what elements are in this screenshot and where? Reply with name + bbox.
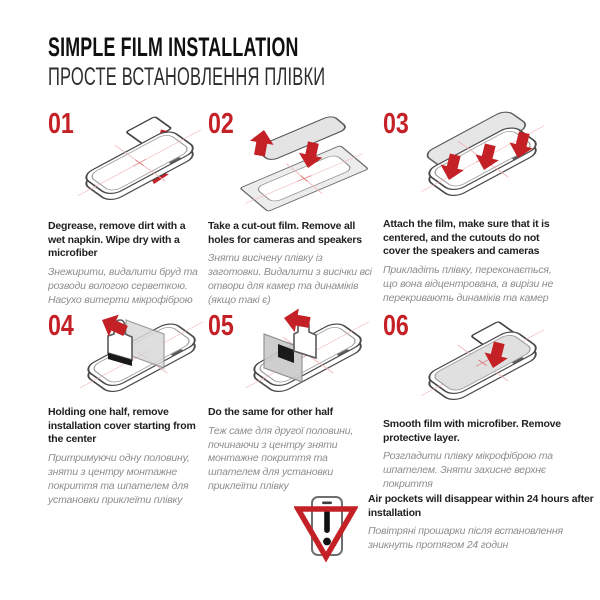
page-title-en: SIMPLE FILM INSTALLATION [48, 32, 299, 62]
cutout-film-from-sheet-illustration [234, 108, 383, 212]
step-number: 06 [383, 310, 409, 342]
step-text-uk: Теж саме для другої половини, починаючи з центру зняти монтажне покриття та шпателем для установки приклеїти плівку [208, 424, 354, 493]
step-text-en: Degrease, remove dirt with a wet napkin. Wipe dry with a microfiber [48, 220, 186, 260]
step-text-uk: Зняти висічену плівку із заготовки. Видалити з висічки всі отвори для камер та динаміків (якщо такі є) [208, 252, 372, 306]
step-number: 05 [208, 310, 234, 342]
step-text-uk: Притримуючи одну половину, зняти з центру монтажне покриття та шпателем для установки приклеїти плівку [48, 451, 190, 506]
step-text-en: Do the same for other half [208, 406, 333, 418]
step-number: 01 [48, 108, 74, 140]
step-cell-05 [208, 310, 383, 507]
warning-text-uk: Повітряні прошарки після встановлення зникнуть протягом 24 годин [368, 525, 563, 552]
step-cell-02 [208, 108, 383, 310]
step-text-uk: Прикладіть плівку, переконається, що вона відцентрована, а вирізи не перекривають динаміків та камер [383, 263, 554, 304]
step-text-uk: Знежирити, видалити бруд та розводи вологою серветкою. Насухо витерти мікрофіброю [48, 265, 198, 306]
step-text-en: Holding one half, remove installation cover starting from the center [48, 406, 196, 446]
page-title [48, 34, 468, 90]
step-number: 04 [48, 310, 74, 342]
warning-note [294, 493, 596, 565]
step-cell-03 [383, 108, 567, 310]
warning-phone-triangle-icon [294, 493, 358, 565]
attach-film-to-phone-illustration [409, 108, 567, 210]
step-number: 03 [383, 108, 409, 140]
page-title-uk: ПРОСТЕ ВСТАНОВЛЕННЯ ПЛІВКИ [48, 62, 326, 91]
step-cell-01 [48, 108, 208, 310]
step-text-en: Attach the film, make sure that it is centered, and the cutouts do not cover the speakers and cameras [383, 218, 550, 258]
step-text-uk: Розгладити плівку мікрофіброю та шпателем. Зняти захисне верхнє покриття [383, 450, 553, 490]
remove-cover-second-half-illustration [234, 310, 383, 398]
smooth-film-microfiber-illustration [409, 310, 567, 410]
step-text-en: Take a cut-out film. Remove all holes for cameras and speakers [208, 220, 362, 246]
steps-grid [48, 108, 567, 507]
step-text-en: Smooth film with microfiber. Remove protective layer. [383, 418, 561, 444]
step-number: 02 [208, 108, 234, 140]
step-cell-06 [383, 310, 567, 507]
step-cell-04 [48, 310, 208, 507]
warning-text-en: Air pockets will disappear within 24 hours after installation [368, 493, 594, 519]
napkin-cleaning-phone-illustration [74, 108, 208, 212]
remove-cover-first-half-illustration [74, 310, 208, 398]
